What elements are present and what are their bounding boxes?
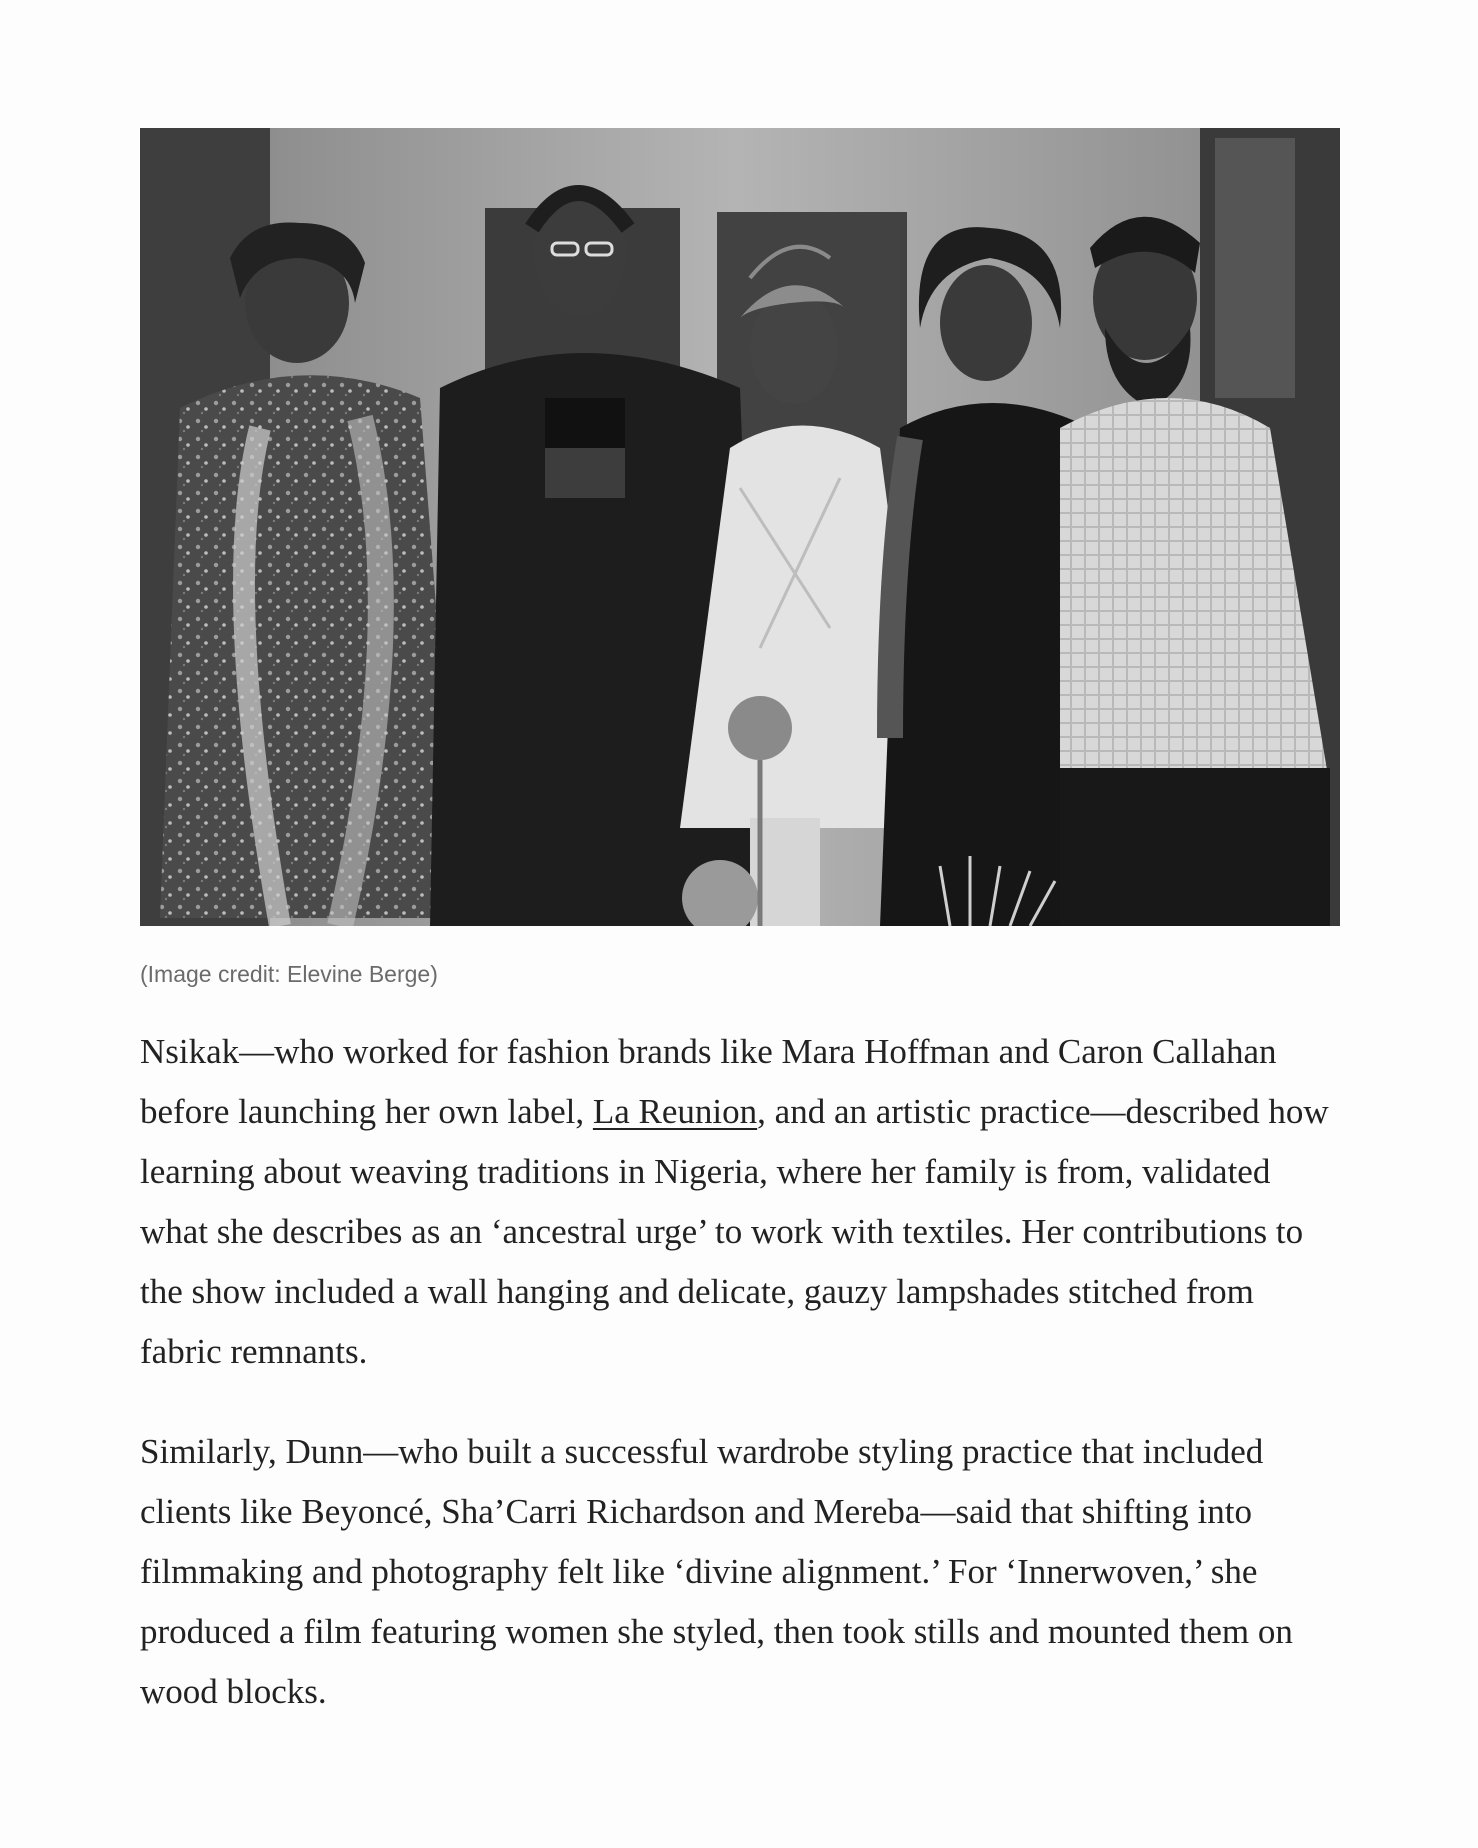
la-reunion-link[interactable]: La Reunion [592, 1092, 758, 1131]
group-photo [140, 128, 1340, 926]
paragraph-text: , and an artistic practice—described how learning about weaving traditions in Nigeria, where her family is from, validated what she describes as an ‘ancestral urge’ to work with textiles. Her contributions to the show included a wall hanging and delicate, gauzy lampshades stitched from fabric remnants. [140, 1092, 1329, 1371]
image-credit-caption: (Image credit: Elevine Berge) [140, 961, 438, 987]
group-photo-illustration [140, 128, 1340, 926]
paragraph-dunn: Similarly, Dunn—who built a successful wardrobe styling practice that included clients like Beyoncé, Sha’Carri Richardson and Mereba—said that shifting into filmmaking and photography felt like ‘divine alignment.’ For ‘Innerwoven,’ she produced a film featuring women she styled, then took stills and mounted them on wood blocks. [140, 1432, 1293, 1711]
paragraph-nsikak [140, 1022, 1340, 1382]
paragraph-text: Nsikak—who worked for fashion brands like Mara Hoffman and Caron Callahan before launching her own label, [140, 1032, 1277, 1131]
article-body [140, 128, 1340, 1722]
article-figure [140, 128, 1340, 988]
